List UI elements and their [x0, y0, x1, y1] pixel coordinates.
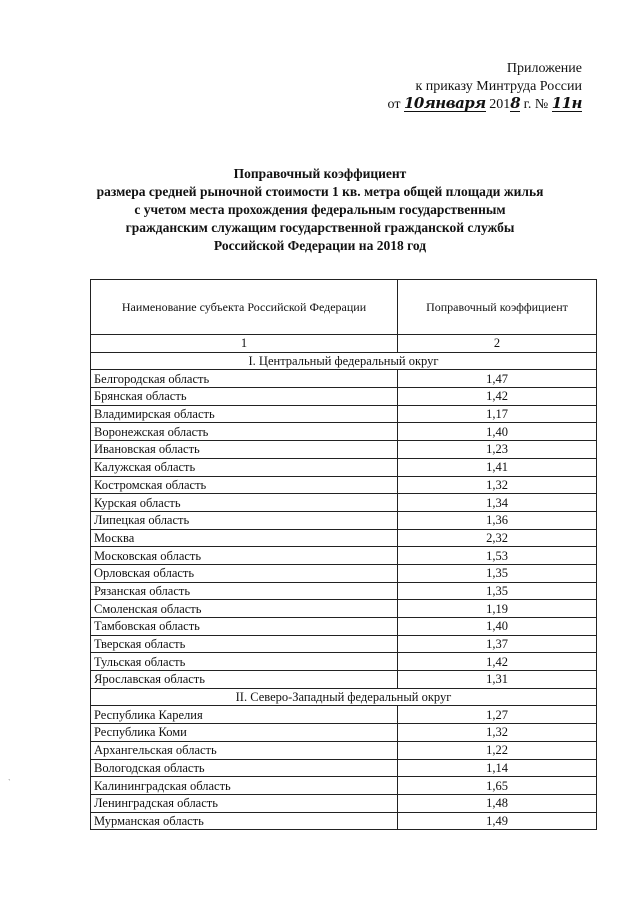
- table-row: [91, 635, 597, 653]
- appendix-order-ref: к приказу Минтруда России: [415, 79, 582, 94]
- order-year-prefix: 201: [489, 97, 511, 112]
- column-number-1: 1: [91, 335, 398, 353]
- table-row: [91, 653, 597, 671]
- table-row: [91, 671, 597, 689]
- coefficient-value: 1,47: [398, 370, 597, 388]
- coefficient-value: 1,42: [398, 653, 597, 671]
- table-row: [91, 529, 597, 547]
- table-row: [91, 388, 597, 406]
- appendix-order-line: [388, 96, 582, 114]
- coefficient-value: 1,65: [398, 777, 597, 795]
- coefficient-value: 1,32: [398, 724, 597, 742]
- region-name: Калининградская область: [91, 777, 398, 795]
- coefficient-value: 1,35: [398, 582, 597, 600]
- region-name: Владимирская область: [91, 405, 398, 423]
- region-name: Курская область: [91, 494, 398, 512]
- table-row: [91, 423, 597, 441]
- section-title: II. Северо-Западный федеральный округ: [91, 688, 597, 706]
- region-name: Москва: [91, 529, 398, 547]
- region-name: Ярославская область: [91, 671, 398, 689]
- region-name: Архангельская область: [91, 741, 398, 759]
- region-name: Воронежская область: [91, 423, 398, 441]
- coefficient-value: 1,19: [398, 600, 597, 618]
- scan-mark: ˋ: [8, 778, 11, 787]
- coefficient-value: 1,40: [398, 618, 597, 636]
- order-number-handwritten: 11н: [551, 94, 582, 112]
- coefficient-value: 1,22: [398, 741, 597, 759]
- order-year-label: г. №: [523, 97, 549, 112]
- region-name: Белгородская область: [91, 370, 398, 388]
- region-name: Тульская область: [91, 653, 398, 671]
- section-row: [91, 352, 597, 370]
- region-name: Мурманская область: [91, 812, 398, 830]
- coefficient-value: 1,37: [398, 635, 597, 653]
- coefficient-value: 1,17: [398, 405, 597, 423]
- section-row: [91, 688, 597, 706]
- region-name: Липецкая область: [91, 511, 398, 529]
- title-line-3: с учетом места прохождения федеральным государственным: [134, 202, 506, 217]
- region-name: Вологодская область: [91, 759, 398, 777]
- coefficient-value: 1,31: [398, 671, 597, 689]
- table-row: [91, 582, 597, 600]
- title-line-1: Поправочный коэффициент: [233, 166, 407, 181]
- table-row: [91, 458, 597, 476]
- coefficient-value: 1,32: [398, 476, 597, 494]
- coefficient-value: 1,42: [398, 388, 597, 406]
- table-row: [91, 812, 597, 830]
- table-row: [91, 794, 597, 812]
- table-row: [91, 724, 597, 742]
- table-row: [91, 759, 597, 777]
- title-line-5: Российской Федерации на 2018 год: [213, 238, 427, 253]
- coefficient-value: 1,34: [398, 494, 597, 512]
- table-row: [91, 405, 597, 423]
- region-name: Орловская область: [91, 564, 398, 582]
- table-row: [91, 618, 597, 636]
- region-name: Калужская область: [91, 458, 398, 476]
- table-row: [91, 777, 597, 795]
- coefficient-value: 1,41: [398, 458, 597, 476]
- region-name: Костромская область: [91, 476, 398, 494]
- order-prefix: от: [387, 97, 401, 112]
- table-row: [91, 564, 597, 582]
- appendix-label: Приложение: [506, 61, 582, 76]
- table-row: [91, 600, 597, 618]
- region-name: Тамбовская область: [91, 618, 398, 636]
- coefficient-value: 2,32: [398, 529, 597, 547]
- column-number-2: 2: [398, 335, 597, 353]
- order-month-handwritten: января: [423, 94, 486, 112]
- appendix-block: [388, 60, 582, 114]
- region-name: Ленинградская область: [91, 794, 398, 812]
- table-row: [91, 370, 597, 388]
- table-row: [91, 547, 597, 565]
- table-row: [91, 441, 597, 459]
- table-row: [91, 476, 597, 494]
- table-row: [91, 494, 597, 512]
- order-year-suffix-handwritten: 8: [510, 94, 521, 112]
- header-region: Наименование субъекта Российской Федерации: [91, 280, 398, 335]
- coefficient-value: 1,36: [398, 511, 597, 529]
- table-row: [91, 511, 597, 529]
- section-title: I. Центральный федеральный округ: [91, 352, 597, 370]
- document-title: [60, 165, 580, 255]
- region-name: Республика Коми: [91, 724, 398, 742]
- table-row: [91, 706, 597, 724]
- region-name: Смоленская область: [91, 600, 398, 618]
- region-name: Московская область: [91, 547, 398, 565]
- region-name: Брянская область: [91, 388, 398, 406]
- coefficient-value: 1,27: [398, 706, 597, 724]
- table-row: [91, 741, 597, 759]
- title-line-4: гражданским служащим государственной гражданской службы: [125, 220, 515, 235]
- coefficient-value: 1,48: [398, 794, 597, 812]
- table-body: [91, 352, 597, 830]
- coefficient-value: 1,14: [398, 759, 597, 777]
- coefficient-table: [90, 279, 597, 830]
- header-coefficient: Поправочный коэффициент: [398, 280, 597, 335]
- region-name: Ивановская область: [91, 441, 398, 459]
- coefficient-value: 1,49: [398, 812, 597, 830]
- region-name: Рязанская область: [91, 582, 398, 600]
- coefficient-value: 1,23: [398, 441, 597, 459]
- region-name: Тверская область: [91, 635, 398, 653]
- region-name: Республика Карелия: [91, 706, 398, 724]
- coefficient-value: 1,35: [398, 564, 597, 582]
- order-day-handwritten: 10: [403, 94, 424, 112]
- coefficient-value: 1,40: [398, 423, 597, 441]
- title-line-2: размера средней рыночной стоимости 1 кв. метра общей площади жилья: [96, 184, 544, 199]
- coefficient-value: 1,53: [398, 547, 597, 565]
